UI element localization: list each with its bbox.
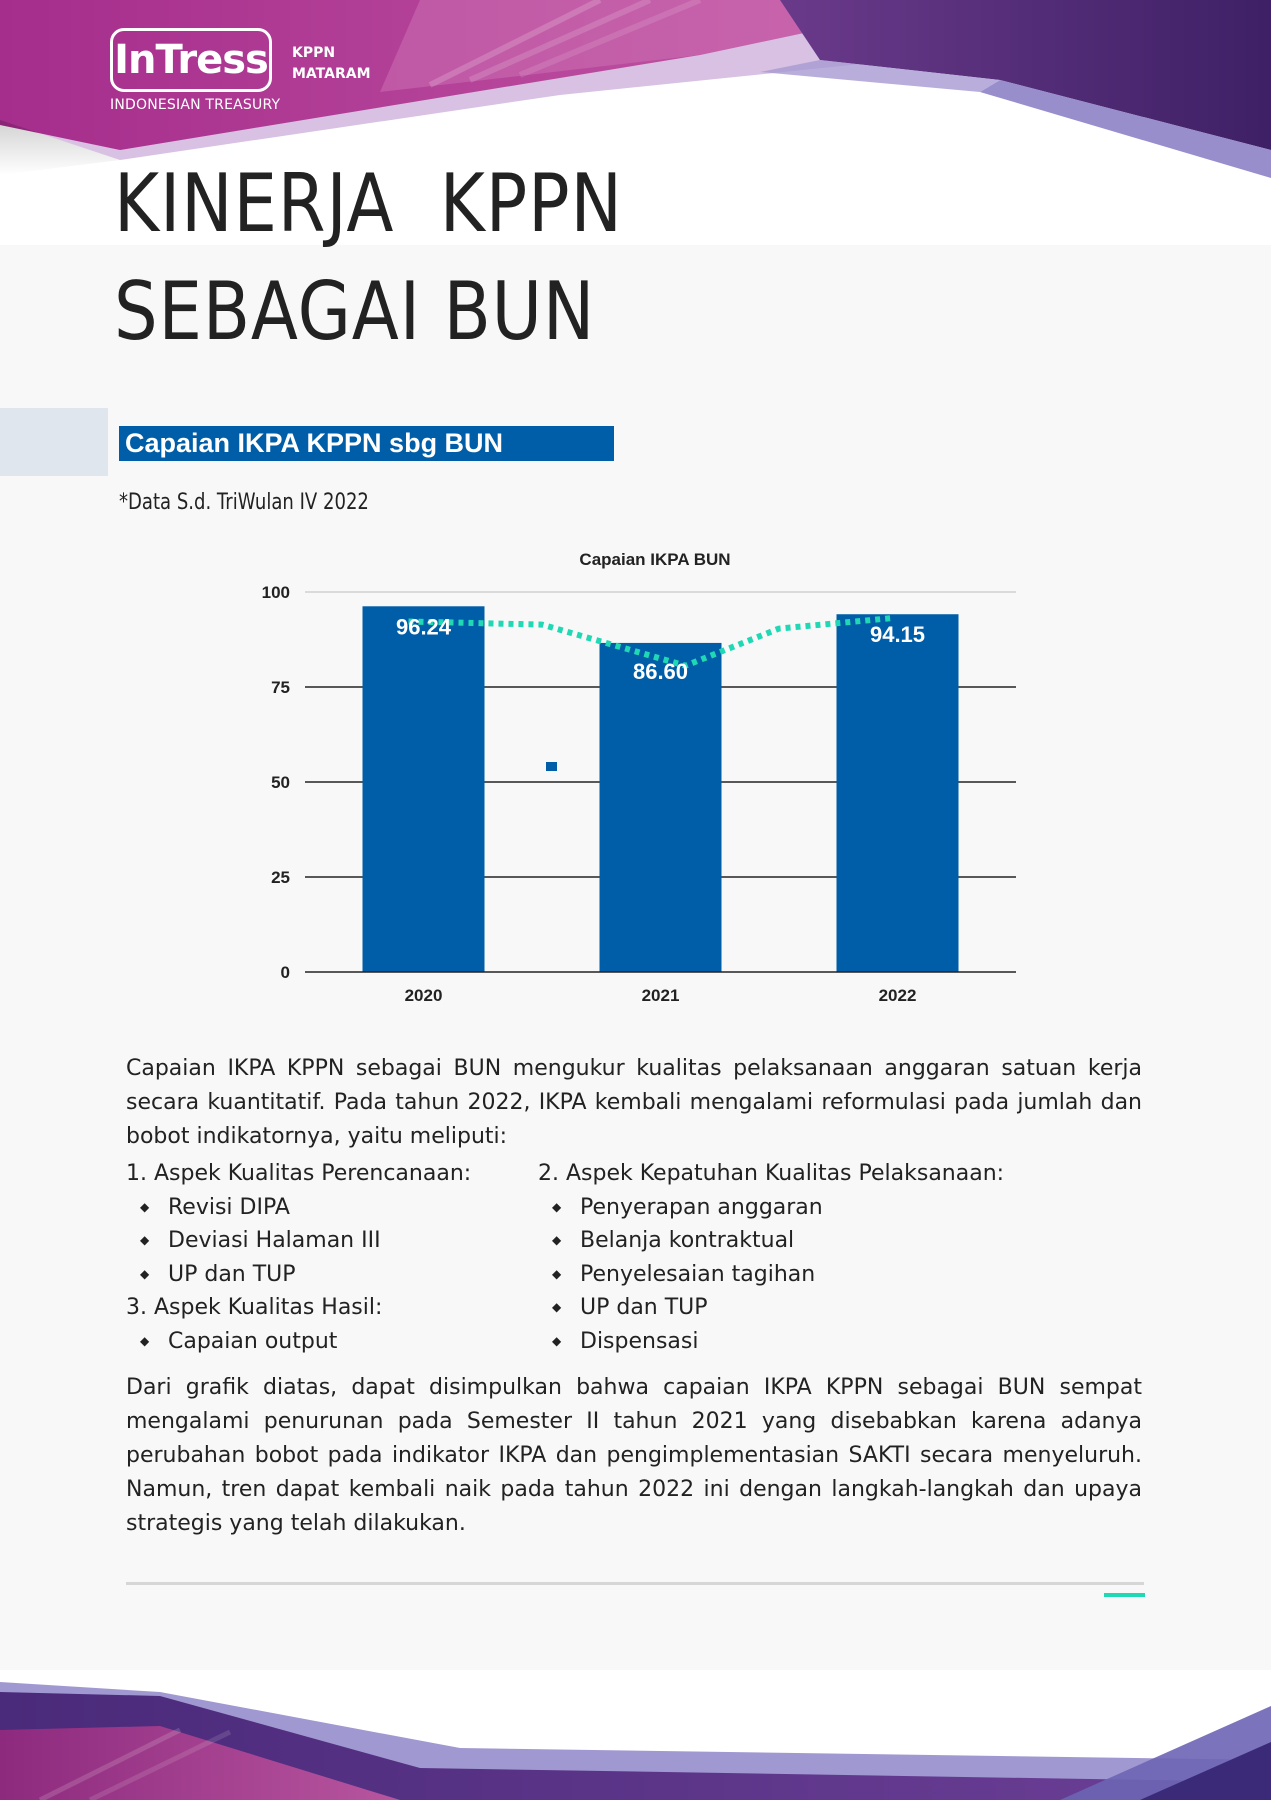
- aspect-2-heading: 2. Aspek Kepatuhan Kualitas Pelaksanaan:: [538, 1161, 1005, 1186]
- aspect-1-item: ◆ UP dan TUP: [126, 1258, 471, 1292]
- chart-y-tick-label: 0: [280, 963, 290, 982]
- logo-wordmark: InTress: [114, 37, 268, 83]
- chart-y-ticks: [262, 583, 290, 982]
- aspect-2-item: ◆ Dispensasi: [538, 1325, 1004, 1359]
- chart-bar: [600, 643, 722, 972]
- chart-x-tick-label: 2022: [878, 986, 917, 1005]
- aspect-3-heading: 3. Aspek Kualitas Hasil:: [126, 1295, 383, 1320]
- ikpa-chart: [220, 540, 1040, 1010]
- aspect-2-item: ◆ UP dan TUP: [538, 1291, 1004, 1325]
- office-line-2: MATARAM: [292, 66, 371, 82]
- aspect-list-left: [126, 1157, 471, 1358]
- page-title-line-2: SEBAGAI BUN: [114, 265, 596, 358]
- page-title-line-1: KINERJA KPPN: [114, 157, 623, 250]
- footer-divider: [126, 1582, 1144, 1585]
- conclusion-paragraph: Dari grafik diatas, dapat disimpulkan bahwa capaian IKPA KPPN sebagai BUN sempat mengalami penurunan pada Semester II tahun 2021 yang disebabkan karena adanya perubahan bobot pada indikator IKPA dan pengimplementasian SAKTI secara menyeluruh. Namun, tren dapat kembali naik pada tahun 2022 ini dengan langkah-langkah dan upaya strategis yang telah dilakukan.: [126, 1375, 1142, 1536]
- chart-bar: [837, 614, 959, 972]
- data-note: *Data S.d. TriWulan IV 2022: [119, 490, 369, 515]
- chart-y-tick-label: 50: [271, 773, 290, 792]
- logo-subtitle: INDONESIAN TREASURY: [110, 97, 281, 113]
- office-name: [292, 43, 371, 85]
- chart-y-tick-label: 75: [271, 678, 290, 697]
- chart-legend-marker: [546, 762, 557, 771]
- aspect-2-item: ◆ Penyerapan anggaran: [538, 1191, 1004, 1225]
- chart-bar: [363, 606, 485, 972]
- chart-value-label: 94.15: [869, 622, 926, 648]
- aspect-1-heading: 1. Aspek Kualitas Perencanaan:: [126, 1161, 472, 1186]
- chart-y-tick-label: 25: [271, 868, 290, 887]
- aspect-1-item: ◆ Deviasi Halaman III: [126, 1224, 471, 1258]
- section-tab-decoration: [0, 408, 108, 476]
- aspect-3-item: ◆ Capaian output: [126, 1325, 471, 1359]
- section-badge: Capaian IKPA KPPN sbg BUN: [119, 426, 614, 461]
- chart-value-label: 86.60: [632, 658, 689, 684]
- chart-y-tick-label: 100: [261, 583, 290, 602]
- aspect-2-item: ◆ Penyelesaian tagihan: [538, 1258, 1004, 1292]
- aspect-1-item: ◆ Revisi DIPA: [126, 1191, 471, 1225]
- office-line-1: KPPN: [292, 45, 336, 61]
- chart-x-tick-label: 2021: [641, 986, 680, 1005]
- chart-value-label: 96.24: [395, 614, 452, 640]
- footer-decoration: [0, 1670, 1271, 1800]
- page-title: [114, 150, 623, 366]
- aspect-2-item: ◆ Belanja kontraktual: [538, 1224, 1004, 1258]
- intro-paragraph: Capaian IKPA KPPN sebagai BUN mengukur kualitas pelaksanaan anggaran satuan kerja secara kuantitatif. Pada tahun 2022, IKPA kembali mengalami reformulasi pada jumlah dan bobot indikatornya, yaitu meliputi:: [126, 1056, 1142, 1149]
- chart-x-tick-label: 2020: [404, 986, 443, 1005]
- intress-logo: [110, 28, 272, 92]
- aspect-list-right: [538, 1157, 1004, 1358]
- chart-x-ticks: [405, 986, 917, 1005]
- chart-title: Capaian IKPA BUN: [579, 550, 731, 569]
- footer-accent-line: [1104, 1593, 1145, 1597]
